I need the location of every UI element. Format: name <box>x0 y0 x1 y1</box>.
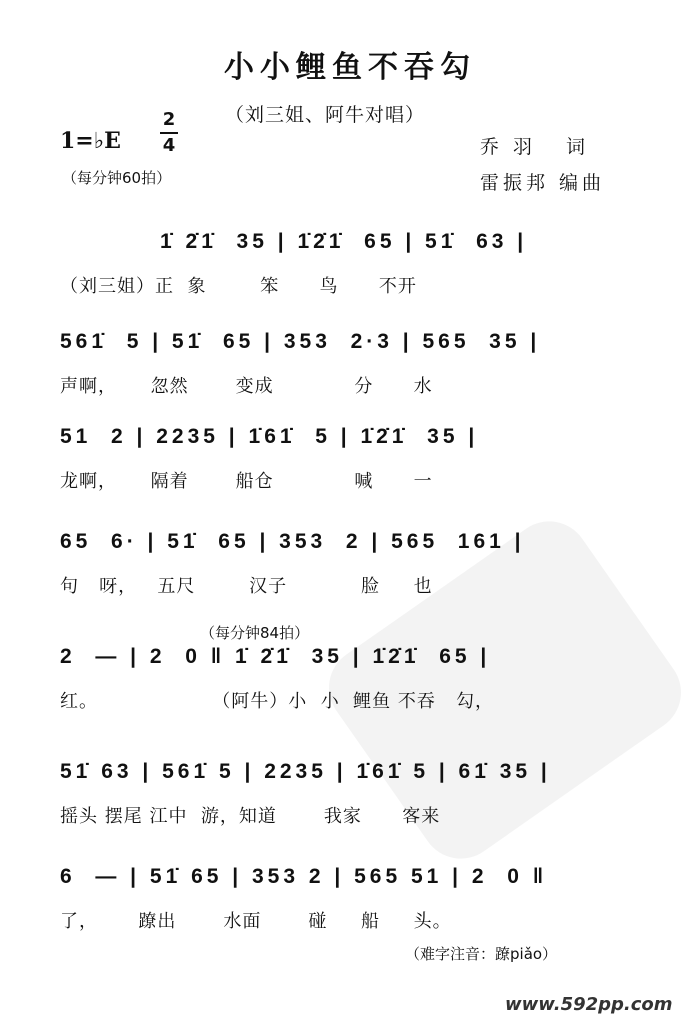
lyrics: 声啊， 忽然 变成 分 水 <box>60 376 433 397</box>
score-row-1 <box>60 200 620 295</box>
score-row-3 <box>60 395 620 490</box>
lyrics: 了， 蹽出 水面 碰 船 头。 <box>60 911 452 932</box>
pronunciation-footnote: （难字注音：蹽piǎo） <box>405 945 558 963</box>
time-sig-top: 2 <box>162 109 176 130</box>
lyrics: 句 呀， 五尺 汉子 脸 也 <box>60 576 433 597</box>
notes: 1̇ 2̇1̇ 35 | 1̇2̇1̇ 65 | 51̇ 63 | <box>160 230 528 253</box>
time-signature <box>160 110 178 156</box>
score-row-7 <box>60 835 620 930</box>
tempo-change-marking: （每分钟84拍） <box>200 624 310 642</box>
notes: 51 2 | 2235 | 1̇61̇ 5 | 1̇2̇1̇ 35 | <box>60 425 479 448</box>
notes: 6 — | 51̇ 65 | 353 2 | 565 51 | 2 0 ‖ <box>60 865 548 888</box>
site-watermark: www.592pp.com <box>505 994 673 1015</box>
score-row-4 <box>60 500 620 595</box>
lyrics: 红。 （阿牛）小 小 鲤鱼 不吞 勾， <box>60 691 495 712</box>
score-row-6 <box>60 730 620 825</box>
lyricist-credit: 乔羽 词 <box>480 136 600 158</box>
composer-credit: 雷振邦 编曲 <box>480 172 606 194</box>
notes: 2 — | 2 0 ‖ 1̇ 2̇1̇ 35 | 1̇2̇1̇ 65 | <box>60 645 491 668</box>
notes: 561̇ 5 | 51̇ 65 | 353 2·3 | 565 35 | <box>60 330 541 353</box>
key-signature: 1=♭E <box>60 128 121 154</box>
lyrics: 摇头 摆尾 江中 游，知道 我家 客来 <box>60 806 441 827</box>
lyrics: 龙啊， 隔着 船仓 喊 一 <box>60 471 433 492</box>
time-sig-bottom: 4 <box>162 135 176 156</box>
lyrics: （刘三姐）正 象 笨 鸟 不开 <box>60 276 417 297</box>
notes: 65 6· | 51̇ 65 | 353 2 | 565 161 | <box>60 530 525 553</box>
song-subtitle: （刘三姐、阿牛对唱） <box>225 104 426 126</box>
tempo-marking: （每分钟60拍） <box>62 169 172 187</box>
notes: 51̇ 63 | 561̇ 5 | 2235 | 1̇61̇ 5 | 61̇ 35 | <box>60 760 551 783</box>
score-row-2 <box>60 300 620 395</box>
score-row-5 <box>60 615 620 710</box>
song-title: 小小鲤鱼不吞勾 <box>224 50 476 85</box>
time-sig-divider <box>160 132 178 134</box>
